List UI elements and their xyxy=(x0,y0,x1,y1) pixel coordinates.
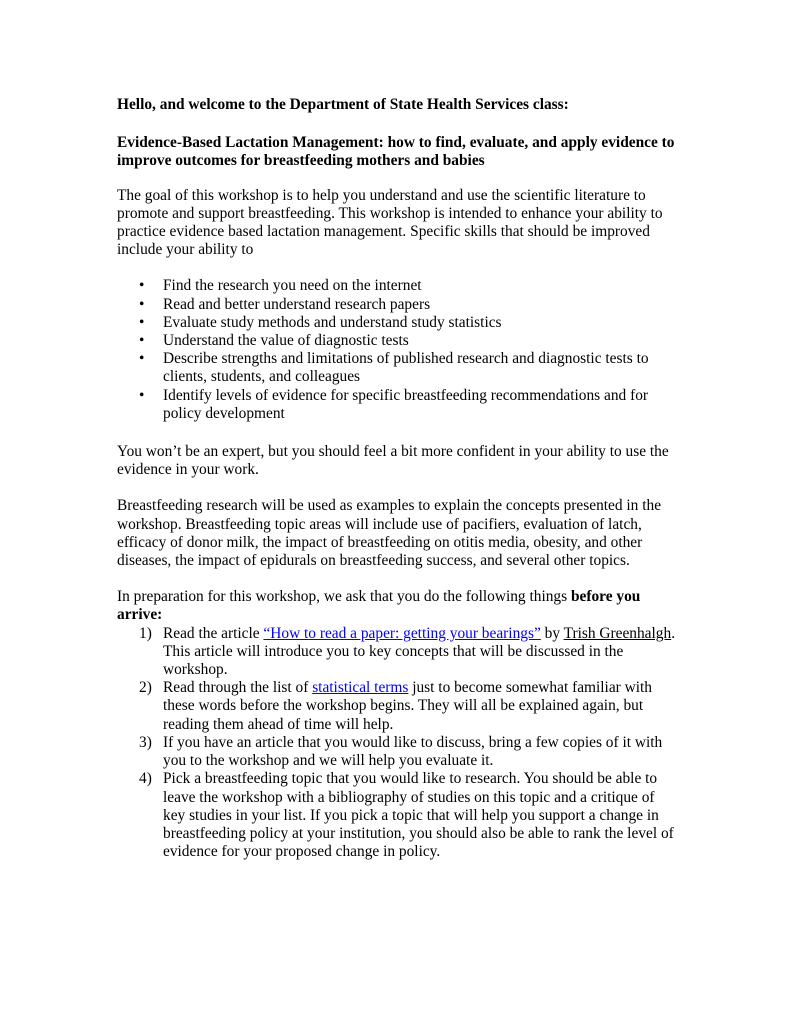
list-item xyxy=(117,332,677,350)
step-text: Read the article xyxy=(163,624,264,642)
bullet-icon: • xyxy=(139,386,145,404)
bullet-icon: • xyxy=(139,350,145,368)
skills-list xyxy=(117,277,677,423)
skill-text: Find the research you need on the internet xyxy=(163,277,422,295)
bullet-icon: • xyxy=(139,332,145,350)
goal-paragraph: The goal of this workshop is to help you understand and use the scientific literature to promote and support breastfeeding. This workshop is intended to enhance your ability to practice evidence based lactation management. Specific skills that should be improved include your ability to xyxy=(117,186,663,259)
skill-text: Understand the value of diagnostic tests xyxy=(163,332,409,350)
step-text: just to become somewhat familiar with these words before the workshop begins. They will all be explained again, but reading them ahead of time will help. xyxy=(163,679,652,733)
skill-text: Read and better understand research papers xyxy=(163,295,431,313)
step-number: 2) xyxy=(139,679,152,697)
step-number: 3) xyxy=(139,733,152,751)
document-page xyxy=(117,96,677,861)
skill-text: Evaluate study methods and understand study statistics xyxy=(163,313,502,331)
list-item xyxy=(117,387,677,423)
skill-text: Describe strengths and limitations of published research and diagnostic tests to clients, students, and colleagues xyxy=(163,350,649,386)
course-title: Evidence-Based Lactation Management: how to find, evaluate, and apply evidence to improve outcomes for breastfeeding mothers and babies xyxy=(117,134,675,170)
list-item xyxy=(117,770,677,861)
topics-paragraph: Breastfeeding research will be used as examples to explain the concepts presented in the workshop. Breastfeeding topic areas will include use of pacifiers, evaluation of latch, efficacy of donor milk, the impact of breastfeeding on otitis media, obesity, and other diseases, the impact of epidurals on breastfeeding success, and several other topics. xyxy=(117,497,662,570)
step-number: 4) xyxy=(139,770,152,788)
preparation-intro-text: In preparation for this workshop, we ask that you do the following things xyxy=(117,588,571,606)
bullet-icon: • xyxy=(139,295,145,313)
preparation-steps xyxy=(117,625,677,862)
list-item xyxy=(117,350,677,386)
step-text: Read through the list of xyxy=(163,679,313,697)
step-text: . This article will introduce you to key concepts that will be discussed in the workshop. xyxy=(163,624,676,679)
list-item xyxy=(117,625,677,680)
page-title: Hello, and welcome to the Department of State Health Services class: xyxy=(117,96,569,113)
list-item xyxy=(117,296,677,314)
list-item xyxy=(117,679,677,734)
bullet-icon: • xyxy=(139,277,145,295)
article-link[interactable]: “How to read a paper: getting your bearings” xyxy=(263,624,541,642)
list-item xyxy=(117,734,677,770)
author-name: Trish Greenhalgh xyxy=(563,624,672,642)
step-text: by xyxy=(540,624,564,642)
statistical-terms-link[interactable]: statistical terms xyxy=(312,679,409,697)
preparation-intro-bold: before you arrive: xyxy=(117,588,641,624)
step-text: Pick a breastfeeding topic that you would like to research. You should be able to leave the workshop with a bibliography of studies on this topic and a critique of key studies in your list. If you pick a topic that will help you support a change in breastfeeding policy at your institution, you should also be able to rank the level of evidence for your proposed change in policy. xyxy=(163,770,674,861)
list-item xyxy=(117,277,677,295)
list-item xyxy=(117,314,677,332)
preparation-intro xyxy=(117,588,677,624)
step-number: 1) xyxy=(139,624,152,642)
skill-text: Identify levels of evidence for specific breastfeeding recommendations and for policy development xyxy=(163,386,649,422)
expert-paragraph: You won’t be an expert, but you should feel a bit more confident in your ability to use the evidence in your work. xyxy=(117,443,669,479)
step-text: If you have an article that you would like to discuss, bring a few copies of it with you to the workshop and we will help you evaluate it. xyxy=(163,733,663,770)
bullet-icon: • xyxy=(139,313,145,331)
